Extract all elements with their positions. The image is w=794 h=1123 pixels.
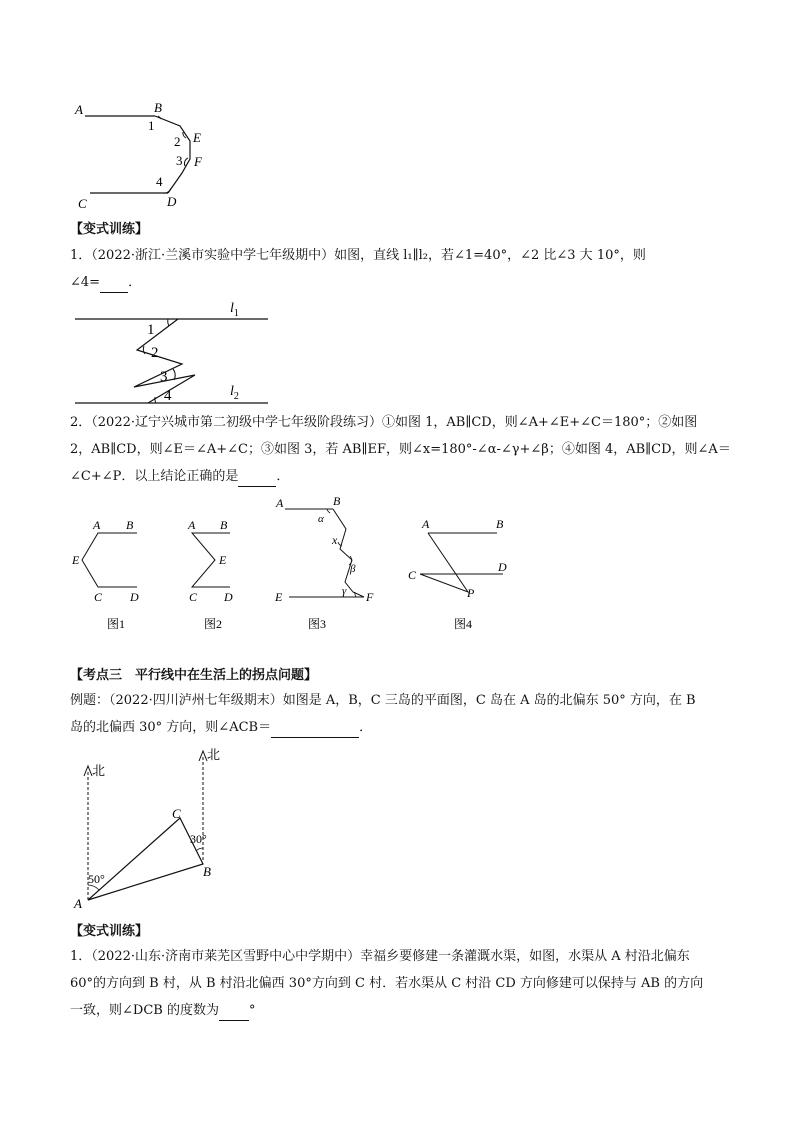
label-A: A: [75, 102, 83, 117]
figure-top-svg: [70, 96, 220, 211]
svg-text:l1: [230, 301, 239, 319]
question-1-suffix: ．: [128, 275, 142, 290]
figure-3-svg: [270, 492, 380, 632]
section-heading-variant-2: 【变式训练】: [70, 924, 149, 939]
figure-1-svg: [70, 512, 150, 632]
answer-blank-3[interactable]: [271, 719, 359, 738]
question-1-line-1: 1．（2022·浙江·兰溪市实验中学七年级期中）如图，直线 l₁∥l₂，若∠1=40°，∠2 比∠3 大 10°，则: [70, 248, 646, 263]
fig2-label-C: C: [189, 590, 198, 604]
question-1-prefix: ∠4=: [70, 275, 101, 290]
label-l2-sub: 2: [233, 391, 239, 402]
fig3-label-F: F: [366, 590, 374, 604]
fig3-label-beta: β: [350, 563, 356, 575]
figure-parallel-lines: [70, 296, 280, 408]
label-F: F: [194, 154, 202, 169]
fig3-label-gamma: γ: [342, 585, 347, 597]
fig4-label-A: A: [422, 517, 430, 531]
north-label-1: 北: [92, 763, 106, 778]
variant2-suffix: °: [248, 1003, 256, 1018]
fig4-label-B: B: [496, 517, 504, 531]
fig1-label-D: D: [130, 590, 139, 604]
fig2-label-D: D: [224, 590, 233, 604]
variant2-question-line-1: 1．（2022·山东·济南市莱芜区雪野中心中学期中）幸福乡要修建一条灌溉水渠，如图，水渠从 A 村沿北偏东: [70, 949, 690, 964]
example-line-1: 例题：（2022·四川泸州七年级期末）如图是 A，B，C 三岛的平面图，C 岛在 A 岛的北偏东 50° 方向，在 B: [70, 693, 696, 708]
question-1-line-2: [70, 274, 141, 293]
section-heading-topic-3: 【考点三 平行线中在生活上的拐点问题】: [70, 668, 318, 683]
section-heading-variant-1: 【变式训练】: [70, 222, 149, 237]
variant2-question-line-2: 60°的方向到 B 村，从 B 村沿北偏西 30°方向到 C 村．若水渠从 C 村沿 CD 方向修建可以保持与 AB 的方向: [70, 976, 704, 991]
question-2-line-2: 2，AB∥CD，则∠E＝∠A+∠C；③如图 3，若 AB∥EF，则∠x=180°-∠α-∠γ+∠β；④如图 4，AB∥CD，则∠A＝: [70, 442, 731, 457]
fig1-label-A: A: [93, 518, 101, 532]
figure-2: [180, 512, 250, 632]
figure-3: [270, 492, 380, 632]
fig3-label-x: x: [332, 533, 338, 547]
island-label-A: A: [74, 896, 82, 911]
figure-4-svg: [400, 512, 525, 632]
example-prefix: 岛的北偏西 30° 方向，则∠ACB＝: [70, 720, 272, 735]
fig1-label-B: B: [126, 518, 134, 532]
figure-2-svg: [180, 512, 250, 632]
angle-30-label: 30°: [190, 832, 207, 846]
label-B: B: [154, 100, 162, 115]
fig3-label-alpha: α: [318, 513, 324, 525]
answer-blank-1[interactable]: [100, 274, 128, 293]
question-2-suffix: ．: [276, 469, 290, 484]
island-label-B: B: [203, 864, 211, 879]
label-1: 1: [148, 118, 155, 133]
label-l2: l: [230, 384, 234, 399]
label-C: C: [78, 196, 87, 211]
figure-1: [70, 512, 150, 632]
example-suffix: ．: [359, 720, 373, 735]
fig1-label-E: E: [72, 553, 80, 567]
fig2-label-B: B: [220, 518, 228, 532]
angle-2-label: 2: [151, 345, 159, 361]
label-2: 2: [174, 134, 181, 149]
fig4-label-D: D: [498, 560, 507, 574]
fig2-label-E: E: [219, 553, 227, 567]
question-2-line-3: [70, 468, 289, 487]
label-3: 3: [176, 153, 183, 168]
answer-blank-2[interactable]: [238, 468, 276, 487]
fig3-label-E: E: [275, 590, 283, 604]
figure-parallel-lines-svg: [70, 296, 280, 408]
island-label-C: C: [172, 806, 181, 821]
label-l1: l: [230, 301, 234, 316]
fig3-caption: 图3: [308, 617, 327, 631]
svg-text:l2: [230, 384, 239, 402]
fig1-label-C: C: [94, 590, 103, 604]
north-label-2: 北: [207, 747, 221, 762]
angle-3-label: 3: [160, 369, 168, 385]
fig3-label-B: B: [333, 494, 341, 508]
label-l1-sub: 1: [233, 308, 239, 319]
fig2-label-A: A: [188, 518, 196, 532]
label-4: 4: [156, 174, 163, 189]
angle-1-label: 1: [147, 322, 155, 338]
variant2-prefix: 一致，则∠DCB 的度数为: [70, 1003, 219, 1018]
answer-blank-4[interactable]: [219, 1002, 249, 1021]
example-line-2: [70, 719, 372, 738]
label-D: D: [167, 194, 177, 209]
figure-islands: [70, 740, 230, 910]
angle-50-label: 50°: [88, 872, 105, 886]
fig2-caption: 图2: [204, 617, 223, 631]
fig1-caption: 图1: [107, 617, 126, 631]
question-2-line-1: 2．（2022·辽宁兴城市第二初级中学七年级阶段练习）①如图 1，AB∥CD，则∠A+∠E+∠C＝180°；②如图: [70, 415, 698, 430]
question-2-prefix: ∠C+∠P．以上结论正确的是: [70, 469, 239, 484]
figure-islands-svg: [70, 740, 230, 910]
angle-4-label: 4: [164, 388, 172, 404]
fig3-label-A: A: [276, 496, 284, 510]
figure-4: [400, 512, 525, 632]
fig4-caption: 图4: [454, 617, 473, 631]
label-E: E: [193, 130, 201, 145]
variant2-question-line-3: [70, 1002, 255, 1021]
fig4-label-C: C: [408, 568, 417, 582]
figure-top: [70, 96, 220, 211]
fig4-label-P: P: [467, 586, 475, 600]
